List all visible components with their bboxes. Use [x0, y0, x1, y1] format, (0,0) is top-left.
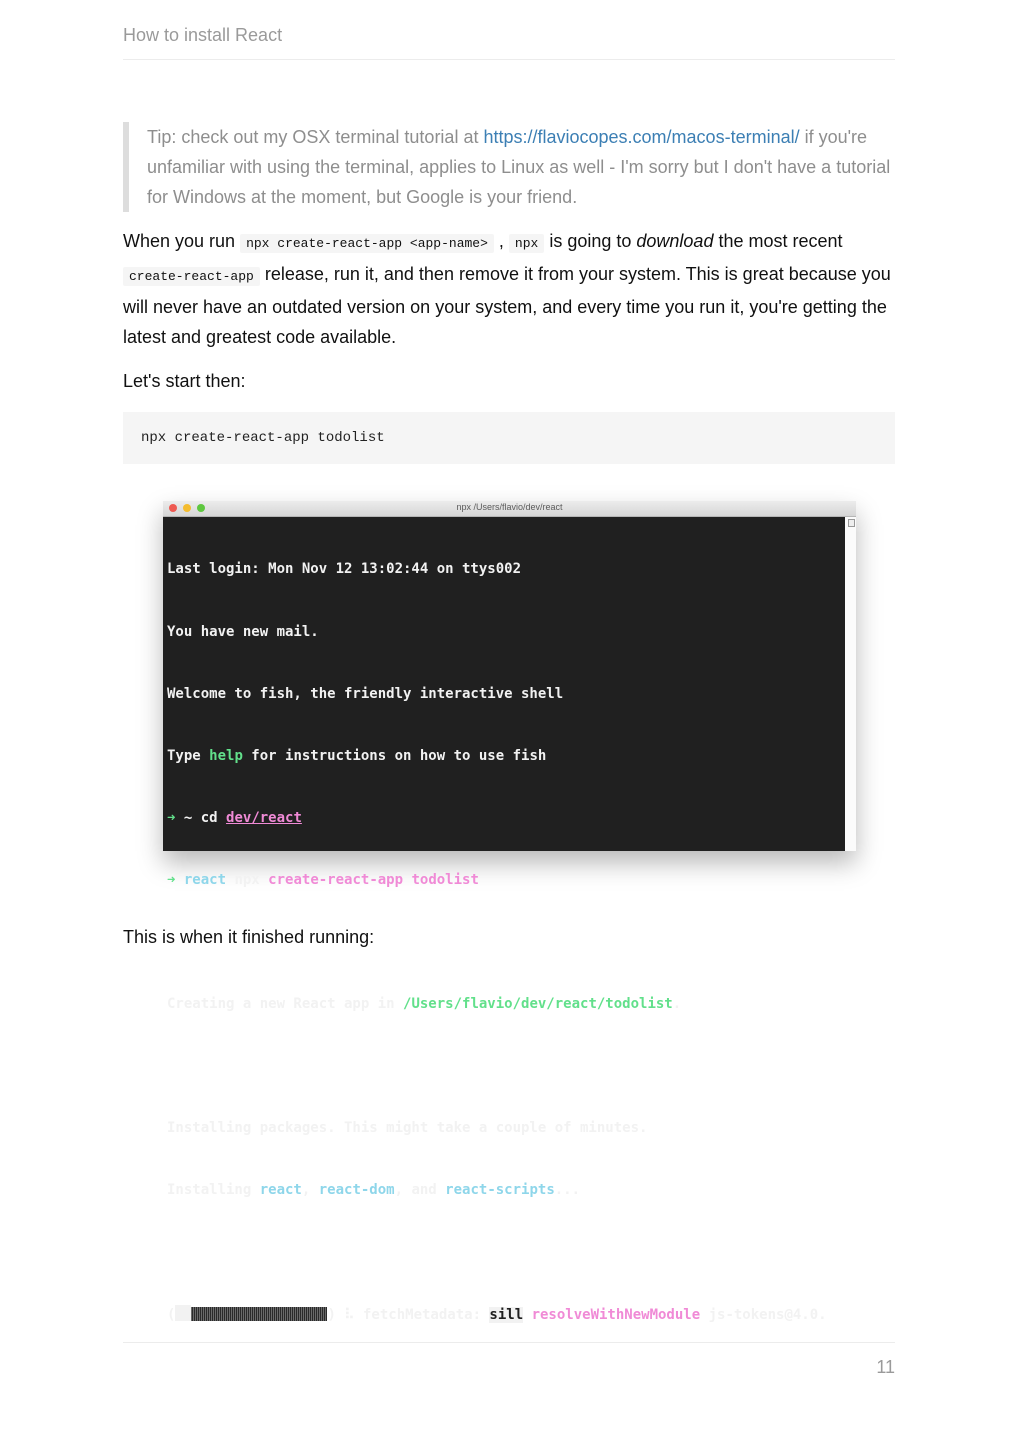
terminal-title: npx /Users/flavio/dev/react [456, 502, 563, 512]
page-header [123, 22, 895, 60]
tip-text-prefix: Tip: check out my OSX terminal tutorial at [147, 127, 484, 147]
terminal-line [167, 1180, 844, 1201]
text: js-tokens@4.0. [700, 1306, 827, 1323]
text: sill [489, 1306, 524, 1323]
terminal-line: Welcome to fish, the friendly interactive shell [167, 685, 564, 702]
terminal-line [167, 994, 844, 1015]
text: resolveWithNewModule [523, 1306, 701, 1323]
text: the most recent [713, 231, 843, 251]
text: react [175, 871, 235, 888]
terminal-line-blank [167, 1242, 844, 1263]
text: react-scripts [445, 1182, 555, 1199]
text: , [301, 1182, 319, 1199]
text: /Users/flavio/dev/react/todolist [403, 996, 673, 1013]
text: Installing [167, 1182, 260, 1199]
terminal-line [167, 1305, 844, 1326]
main-content [123, 122, 895, 464]
terminal-line: You have new mail. [167, 623, 319, 640]
text: , and [394, 1182, 446, 1199]
prompt-arrow-icon: ➜ [167, 809, 176, 826]
terminal-scrollbar [845, 517, 856, 851]
terminal-line-blank [167, 1056, 844, 1077]
inline-code: create-react-app [123, 267, 260, 286]
page-header-title: How to install React [123, 25, 283, 45]
progress-bar-fill [175, 1305, 191, 1321]
text: ) [327, 1306, 345, 1323]
text: react [259, 1182, 302, 1199]
terminal-line: Installing packages. This might take a couple of minutes. [167, 1120, 648, 1137]
page-number: 11 [876, 1357, 895, 1377]
tip-blockquote [123, 122, 895, 212]
page-footer [123, 1342, 895, 1377]
terminal-line [167, 808, 844, 829]
paragraph-lets-start: Let's start then: [123, 371, 246, 391]
inline-code: npx [509, 234, 544, 253]
text: , [493, 231, 509, 251]
text: fetchMetadata: [354, 1306, 490, 1323]
text: help [209, 747, 243, 764]
scroll-thumb-icon [848, 519, 855, 527]
tip-text-suffix: if you're unfamiliar with using the terminal, applies to Linux as well - I'm sorry but I don't have a tutorial for Windows at the moment, but Google is your friend. [147, 127, 891, 207]
text: ... [554, 1182, 581, 1199]
text: When you run [123, 231, 241, 251]
terminal-line [167, 870, 844, 891]
text: Creating a new React app in [167, 996, 404, 1013]
text: ( [167, 1306, 176, 1323]
tip-link[interactable]: https://flaviocopes.com/macos-terminal/ [483, 127, 800, 147]
terminal-line: Last login: Mon Nov 12 13:02:44 on ttys002 [167, 561, 522, 578]
text: Type [167, 747, 210, 764]
spinner-icon: ⠧ [344, 1306, 355, 1323]
text: create-react-app todolist [268, 871, 479, 888]
paragraph-npx-explanation [123, 226, 895, 352]
prompt-arrow-icon: ➜ [167, 871, 176, 888]
text: cd [200, 809, 227, 826]
progress-bar-remaining [191, 1307, 327, 1321]
terminal-line [167, 746, 844, 767]
text: is going to [544, 231, 637, 251]
emphasis: download [636, 231, 714, 251]
inline-code: npx create-react-app <app-name> [240, 234, 494, 253]
text: dev/react [226, 809, 302, 826]
text: for instructions on how to use fish [242, 747, 547, 764]
text: . [672, 996, 682, 1013]
paragraph-finished-running: This is when it finished running: [123, 927, 375, 947]
text: npx [234, 871, 269, 888]
text: ~ [175, 809, 201, 826]
text: release, run it, and then remove it from your system. This is great because you will never have an outdated version on your system, and every time you run it, you're getting the latest and greatest code available. [123, 264, 891, 347]
text: react-dom [318, 1182, 395, 1199]
code-block: npx create-react-app todolist [123, 412, 895, 464]
terminal-titlebar [163, 501, 856, 517]
